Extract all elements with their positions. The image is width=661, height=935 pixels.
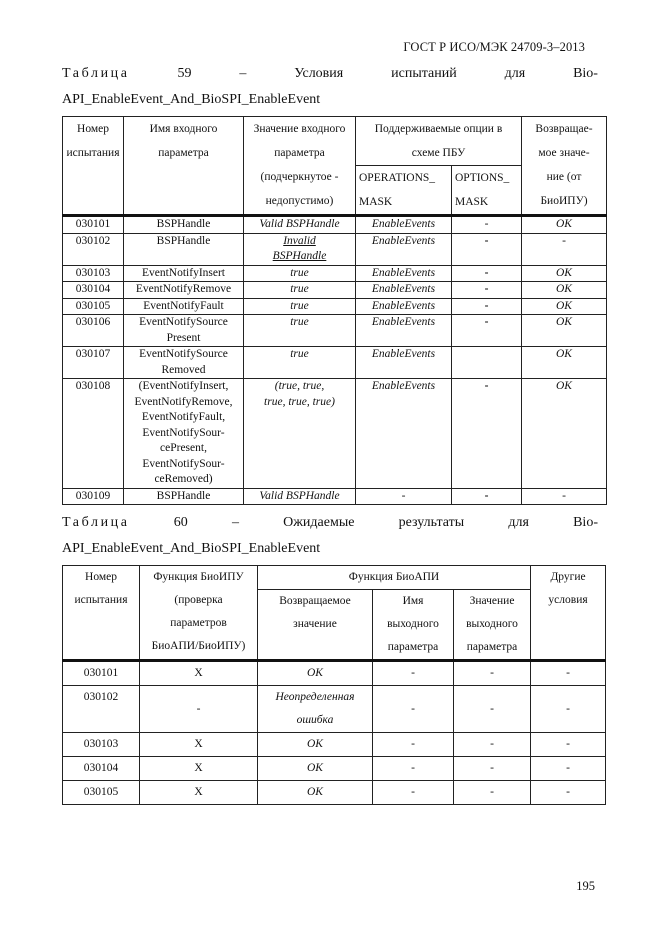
cell-num: 030108 (63, 379, 124, 489)
caption-word: 60 (173, 515, 188, 530)
cell-out-name: - (373, 686, 454, 733)
caption-line2: API_EnableEvent_And_BioSPI_EnableEvent (62, 92, 321, 107)
caption-word: для (508, 515, 529, 530)
caption-word: Таблица (62, 515, 130, 530)
cell-return: OK (522, 315, 607, 347)
cell-num: 030101 (63, 661, 140, 686)
cell-out-name: - (373, 661, 454, 686)
cell-other: - (531, 757, 606, 781)
cell-num: 030106 (63, 315, 124, 347)
header-operations-mask: OPERATIONS_ MASK (356, 166, 452, 216)
cell-optmask: - (452, 488, 522, 505)
cell-optmask: - (452, 379, 522, 489)
cell-out-value: - (454, 733, 531, 757)
cell-value: true (244, 347, 356, 379)
cell-param: EventNotifyInsert (124, 265, 244, 282)
cell-opmask: EnableEvents (356, 298, 452, 315)
cell-param: EventNotifyRemove (124, 282, 244, 299)
header-input-param-value: Значение входного параметра (подчеркнутое - недопустимо) (244, 117, 356, 216)
cell-out-value: - (454, 686, 531, 733)
standard-header: ГОСТ Р ИСО/МЭК 24709-3–2013 (403, 40, 585, 54)
table-row (63, 686, 606, 733)
cell-func: - (140, 686, 258, 733)
cell-num: 030103 (63, 733, 140, 757)
cell-func: X (140, 733, 258, 757)
cell-num: 030107 (63, 347, 124, 379)
header-bioapi-function: Функция БиоАПИ (258, 566, 531, 590)
caption-word: Ожидаемые (283, 515, 355, 530)
table-row (63, 733, 606, 757)
cell-opmask: EnableEvents (356, 216, 452, 234)
header-bioipu-function: Функция БиоИПУ (проверка параметров БиоАПИ/БиоИПУ) (140, 566, 258, 661)
table-row (63, 282, 607, 299)
caption-word: – (239, 66, 247, 81)
cell-out-name: - (373, 781, 454, 805)
cell-func: X (140, 781, 258, 805)
table-row (63, 216, 607, 234)
cell-optmask (452, 347, 522, 379)
table-row (63, 347, 607, 379)
cell-optmask: - (452, 233, 522, 265)
page-number: 195 (576, 879, 595, 893)
cell-return: OK (522, 282, 607, 299)
cell-func: X (140, 757, 258, 781)
cell-param: BSPHandle (124, 233, 244, 265)
table-row (63, 379, 607, 489)
table-row (63, 233, 607, 265)
cell-return: OK (258, 781, 373, 805)
header-test-number: Номер испытания (63, 117, 124, 216)
table-59 (62, 116, 607, 505)
cell-return: - (522, 488, 607, 505)
caption-word: 59 (177, 66, 192, 81)
cell-out-value: - (454, 757, 531, 781)
cell-optmask: - (452, 282, 522, 299)
cell-num: 030109 (63, 488, 124, 505)
cell-num: 030105 (63, 781, 140, 805)
cell-optmask: - (452, 315, 522, 347)
cell-value: (true, true, true, true, true) (244, 379, 356, 489)
cell-num: 030105 (63, 298, 124, 315)
cell-param: EventNotifyFault (124, 298, 244, 315)
cell-return: OK (522, 298, 607, 315)
table-row (63, 265, 607, 282)
header-other-conditions: Другие условия (531, 566, 606, 661)
cell-num: 030104 (63, 757, 140, 781)
cell-return: OK (522, 265, 607, 282)
cell-return: OK (522, 216, 607, 234)
cell-opmask: EnableEvents (356, 282, 452, 299)
cell-value: true (244, 315, 356, 347)
cell-other: - (531, 733, 606, 757)
caption-word: Bio- (573, 515, 598, 530)
cell-out-name: - (373, 757, 454, 781)
table-row (63, 488, 607, 505)
table-row (63, 315, 607, 347)
caption-word: для (504, 66, 526, 81)
cell-opmask: - (356, 488, 452, 505)
caption-word: Условия (294, 66, 344, 81)
table-row (63, 661, 606, 686)
cell-param: EventNotifySource Present (124, 315, 244, 347)
cell-num: 030102 (63, 233, 124, 265)
cell-param: EventNotifySource Removed (124, 347, 244, 379)
cell-return: Неопределенная ошибка (258, 686, 373, 733)
cell-num: 030102 (63, 686, 140, 733)
cell-num: 030101 (63, 216, 124, 234)
cell-num: 030104 (63, 282, 124, 299)
caption-line2: API_EnableEvent_And_BioSPI_EnableEvent (62, 541, 321, 556)
cell-return: OK (258, 661, 373, 686)
cell-param: BSPHandle (124, 488, 244, 505)
cell-optmask: - (452, 298, 522, 315)
cell-return: OK (258, 757, 373, 781)
cell-opmask: EnableEvents (356, 265, 452, 282)
header-test-number: Номер испытания (63, 566, 140, 661)
cell-param: BSPHandle (124, 216, 244, 234)
cell-num: 030103 (63, 265, 124, 282)
cell-value: true (244, 282, 356, 299)
table-row (63, 781, 606, 805)
cell-opmask: EnableEvents (356, 315, 452, 347)
header-input-param-name: Имя входного параметра (124, 117, 244, 216)
cell-other: - (531, 781, 606, 805)
caption-word: испытаний (391, 66, 457, 81)
header-supported-options: Поддерживаемые опции в схеме ПБУ (356, 117, 522, 166)
cell-opmask: EnableEvents (356, 233, 452, 265)
cell-out-name: - (373, 733, 454, 757)
cell-optmask: - (452, 265, 522, 282)
cell-return: - (522, 233, 607, 265)
cell-opmask: EnableEvents (356, 379, 452, 489)
cell-return: OK (258, 733, 373, 757)
table-row (63, 757, 606, 781)
cell-value: Valid BSPHandle (244, 216, 356, 234)
cell-value: true (244, 265, 356, 282)
cell-other: - (531, 661, 606, 686)
cell-value: true (244, 298, 356, 315)
cell-value: Invalid BSPHandle (244, 233, 356, 265)
cell-opmask: EnableEvents (356, 347, 452, 379)
cell-func: X (140, 661, 258, 686)
header-options-mask: OPTIONS_ MASK (452, 166, 522, 216)
cell-param: (EventNotifyInsert, EventNotifyRemove, EventNotifyFault, EventNotifySour-cePresent, EventNotifySour-ceRemoved) (124, 379, 244, 489)
cell-optmask: - (452, 216, 522, 234)
header-return-value: Возвращаемое значение (258, 590, 373, 661)
cell-other: - (531, 686, 606, 733)
table-row (63, 298, 607, 315)
header-return-value: Возвращае- мое значе- ние (от БиоИПУ) (522, 117, 607, 216)
caption-word: результаты (398, 515, 465, 530)
caption-word: – (231, 515, 239, 530)
table60-caption (62, 510, 598, 562)
caption-word: Bio- (573, 66, 598, 81)
table59-caption (62, 61, 598, 113)
caption-word: Таблица (62, 66, 130, 81)
header-output-param-value: Значение выходного параметра (454, 590, 531, 661)
cell-out-value: - (454, 781, 531, 805)
table-60 (62, 565, 606, 805)
header-output-param-name: Имя выходного параметра (373, 590, 454, 661)
cell-return: OK (522, 347, 607, 379)
cell-out-value: - (454, 661, 531, 686)
cell-return: OK (522, 379, 607, 489)
cell-value: Valid BSPHandle (244, 488, 356, 505)
